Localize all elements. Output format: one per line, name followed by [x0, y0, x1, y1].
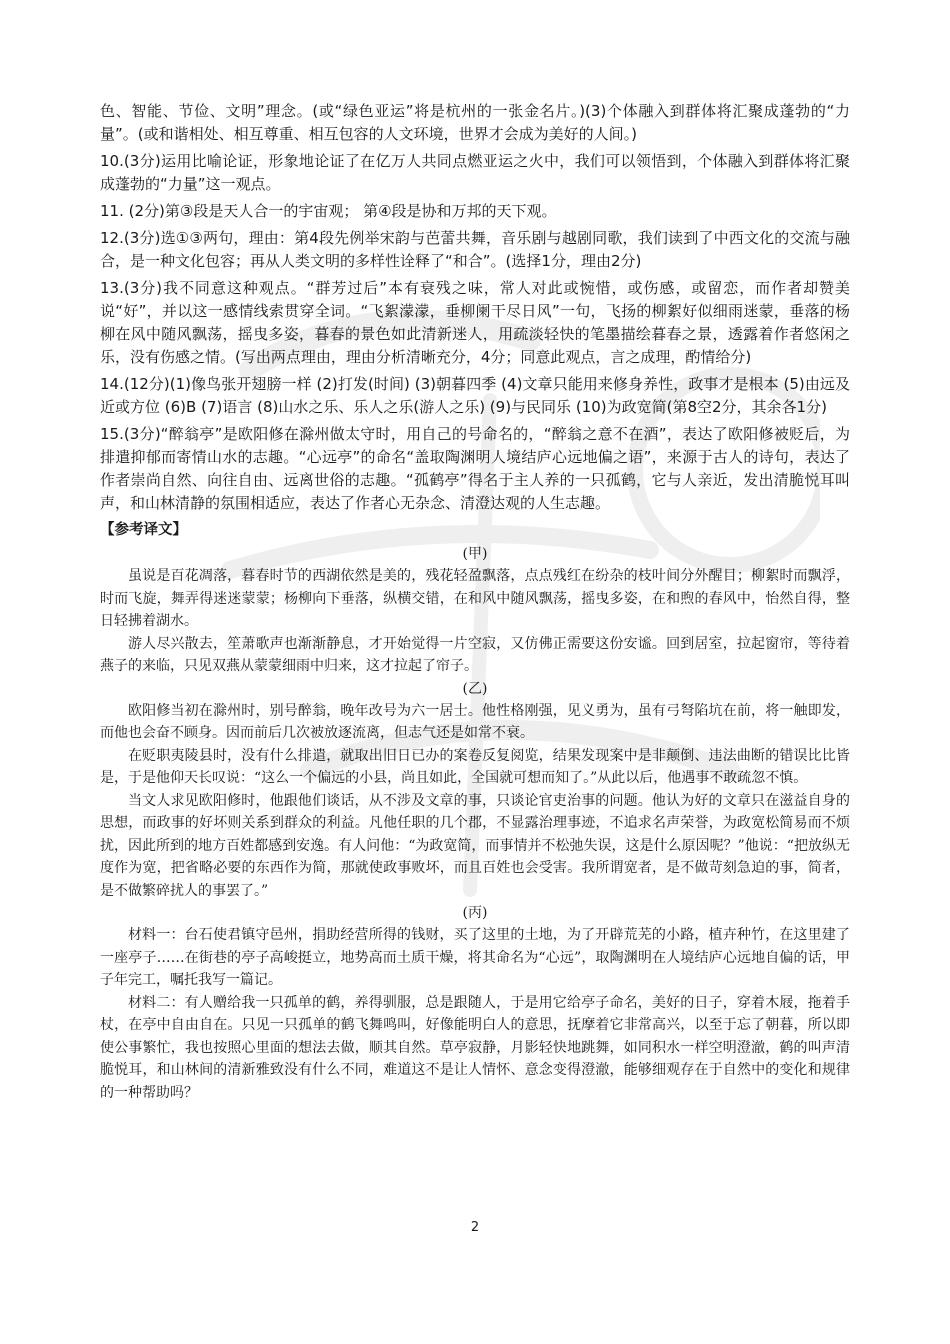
answer-continued: 色、智能、节俭、文明”理念。(或“绿色亚运”将是杭州的一张金名片。)(3)个体融入到群体将汇聚成蓬勃的“力量”。(或和谐相处、相互尊重、相互包容的人文环境，世界才会成为美好的人间。) — [100, 102, 850, 143]
translation-paragraph: 欧阳修当初在滁州时，别号醉翁，晚年改号为六一居士。他性格刚强，见义勇为，虽有弓弩陷坑在前，将一触即发，而他也会奋不顾身。因而前后几次被放逐流离，但志气还是如常不衰。 — [100, 702, 850, 741]
section-label-yi: (乙) — [462, 680, 488, 697]
translation-paragraph: 虽说是百花凋落，暮春时节的西湖依然是美的，残花轻盈飘落，点点残红在纷杂的枝叶间分外醒目；柳絮时而飘浮，时而飞旋，舞弄得迷迷蒙蒙；杨柳向下垂落，纵横交错，在和风中随风飘荡，摇曳多姿，在和煦的春风中，怡然自得，整日轻拂着湖水。 — [100, 568, 850, 629]
answer-12: 12.(3分)选①③两句，理由：第4段先例举宋韵与芭蕾共舞，音乐剧与越剧同歌，我们读到了中西文化的交流与融合，是一种文化包容；再从人类文明的多样性诠释了“和合”。(选择1分，理由2分) — [100, 229, 850, 270]
answer-13: 13.(3分)我不同意这种观点。“群芳过后”本有衰残之味，常人对此或惋惜，或伤感，或留恋，而作者却赞美说“好”，并以这一感情线索贯穿全词。“飞絮濛濛，垂柳阑干尽日风”一句，飞扬的柳絮好似细雨迷蒙，垂落的杨柳在风中随风飘荡，摇曳多姿，暮春的景色如此清新迷人，用疏淡轻快的笔墨描绘暮春之景，透露着作者悠闲之乐，没有伤感之情。(写出两点理由，理由分析清晰充分，4分；同意此观点，言之成理，酌情给分) — [100, 279, 850, 366]
answer-14: 14.(12分)(1)像鸟张开翅膀一样 (2)打发(时间) (3)朝暮四季 (4)文章只能用来修身养性，政事才是根本 (5)由远及近或方位 (6)B (7)语言 (8)山水之乐、乐人之乐(游人之乐) (9)与民同乐 (10)为政宽简(第8空2分，其余各1分) — [100, 375, 850, 416]
answer-15: 15.(3分)“醉翁亭”是欧阳修在滁州做太守时，用自己的号命名的，“醉翁之意不在酒”，表达了欧阳修被贬后，为排遣抑郁而寄情山水的志趣。“心远亭”的命名“盖取陶渊明人境结庐心远地偏之语”，来源于古人的诗句，表达了作者崇尚自然、向往自由、远离世俗的志趣。“孤鹤亭”得名于主人养的一只孤鹤，它与人亲近，发出清脆悦耳叫声，和山林清静的氛围相适应，表达了作者心无杂念、清澄达观的人生志趣。 — [100, 425, 850, 512]
answer-11: 11. (2分)第③段是天人合一的宇宙观； 第④段是协和万邦的天下观。 — [100, 202, 557, 220]
translation-paragraph: 材料二：有人赠给我一只孤单的鹤，养得驯服，总是跟随人，于是用它给亭子命名，美好的日子，穿着木屐，拖着手杖，在亭中自由自在。只见一只孤单的鹤飞舞鸣叫，好像能明白人的意思，抚摩着它非常高兴，以至于忘了朝暮，所以即使公事繁忙，我也按照心里面的想法去做，顺其自然。草亭寂静，月影轻快地跳舞，如同积水一样空明澄澈，鹤的叫声清脆悦耳，和山林间的清新雅致没有什么不同，难道这不是让人情怀、意念变得澄澈，能够细观存在于自然中的变化和规律的一种帮助吗？ — [100, 994, 850, 1101]
answer-10: 10.(3分)运用比喻论证，形象地论证了在亿万人共同点燃亚运之火中，我们可以领悟到，个体融入到群体将汇聚成蓬勃的“力量”这一观点。 — [100, 152, 850, 193]
section-label-bing: (丙) — [462, 905, 488, 921]
reference-translation-heading: 【参考译文】 — [100, 522, 187, 538]
translation-paragraph: 在贬职夷陵县时，没有什么排遣，就取出旧日已办的案卷反复阅览，结果发现案中是非颠倒、违法曲断的错误比比皆是，于是他仰天长叹说：“这么一个偏远的小县，尚且如此，全国就可想而知了。”从此以后，他遇事不敢疏忽不慎。 — [100, 747, 850, 786]
page-content — [100, 100, 850, 1104]
translation-paragraph: 材料一：台石使君镇守邑州，捐助经营所得的钱财，买了这里的土地，为了开辟荒芜的小路，植卉种竹，在这里建了一座亭子……在街巷的亭子高峻挺立，地势高而土质干燥，将其命名为“心远”，取陶渊明在人境结庐心远地自偏的话，甲子年完工，嘱托我写一篇记。 — [100, 927, 850, 988]
page-number: 2 — [470, 1220, 480, 1235]
translation-paragraph: 当文人求见欧阳修时，他跟他们谈话，从不涉及文章的事，只谈论官吏治事的问题。他认为好的文章只在滋益自身的思想，而政事的好坏则关系到群众的利益。凡他任职的几个郡，不显露治理事迹，不追求名声荣誉，为政宽松简易而不烦扰，因此所到的地方百姓都感到安逸。有人问他：“为政宽简，而事情并不松弛失误，这是什么原因呢？”他说：“把放纵无度作为宽，把省略必要的东西作为简，那就使政事败坏，而且百姓也会受害。我所谓宽者，是不做苛刻急迫的事，简者，是不做繁碎扰人的事罢了。” — [100, 792, 850, 899]
section-label-jia: (甲) — [462, 546, 488, 562]
translation-paragraph: 游人尽兴散去，笙萧歌声也渐渐静息，才开始觉得一片空寂，又仿佛正需要这份安谧。回到居室，拉起窗帘，等待着燕子的来临，只见双燕从蒙蒙细雨中归来，这才拉起了帘子。 — [100, 635, 850, 674]
